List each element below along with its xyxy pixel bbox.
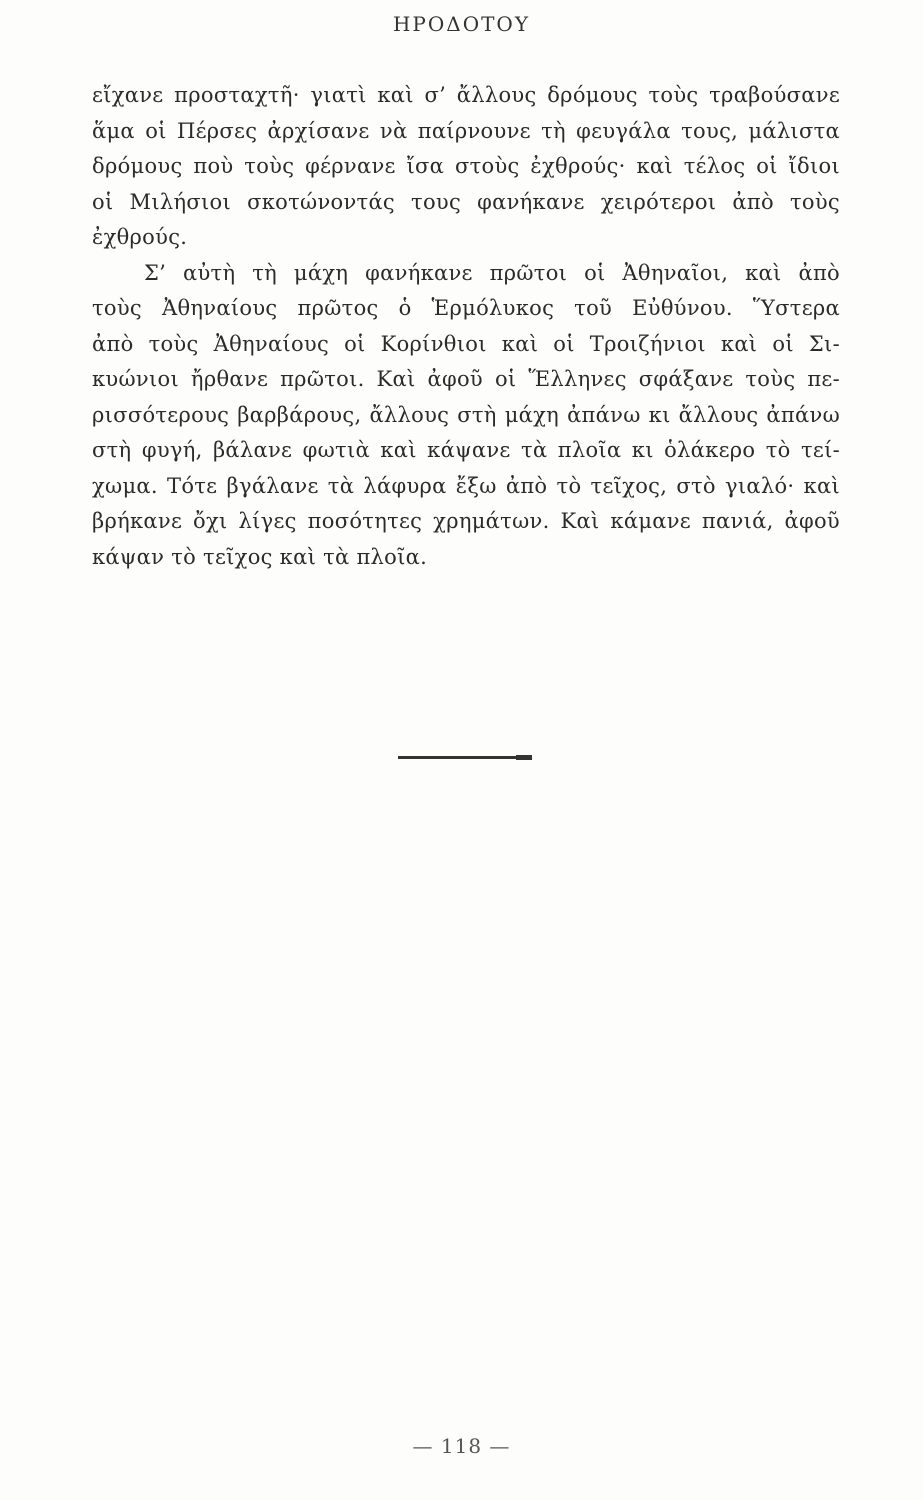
text-line: δρόμους ποὺ τοὺς φέρνανε ἴσα στοὺς ἐχθρούς· καὶ τέλος οἱ ἴδιοι — [92, 154, 840, 178]
running-title: ΗΡΟΔΟΤΟΥ — [392, 12, 531, 36]
text-line: τοὺς Ἀθηναίους πρῶτος ὁ Ἑρμόλυκος τοῦ Εὐθύνου. Ὕστερα — [92, 296, 840, 320]
text-line: εἴχανε προσταχτῆ· γιατὶ καὶ σ’ ἄλλους δρόμους τοὺς τραβούσανε — [92, 83, 840, 107]
text-line: χωμα. Τότε βγάλανε τὰ λάφυρα ἔξω ἀπὸ τὸ τεῖχος, στὸ γιαλό· καὶ — [92, 473, 840, 498]
text-line: κάψαν τὸ τεῖχος καὶ τὰ πλοῖα. — [92, 544, 428, 569]
text-line: οἱ Μιλήσιοι σκοτώνοντάς τους φανήκανε χειρότεροι ἀπὸ τοὺς — [92, 189, 840, 214]
text-line: Σ’ αὐτὴ τὴ μάχη φανήκανε πρῶτοι οἱ Ἀθηναῖοι, καὶ ἀπὸ — [144, 260, 840, 285]
text-line: ἐχθρούς. — [92, 225, 188, 249]
text-line: ἀπὸ τοὺς Ἀθηναίους οἱ Κορίνθιοι καὶ οἱ Τροιζήνιοι καὶ οἱ Σι- — [92, 331, 840, 356]
body-text — [92, 78, 840, 575]
text-line: ἅμα οἱ Πέρσες ἀρχίσανε νὰ παίρνουνε τὴ φευγάλα τους, μάλιστα — [92, 118, 840, 143]
text-line: βρήκανε ὄχι λίγες ποσότητες χρημάτων. Καὶ κάμανε πανιά, ἀφοῦ — [92, 509, 840, 533]
section-divider-rule — [398, 756, 528, 759]
page-number: — 118 — — [412, 1434, 511, 1458]
text-line: κυώνιοι ἤρθανε πρῶτοι. Καὶ ἀφοῦ οἱ Ἕλληνες σφάξανε τοὺς πε- — [92, 367, 840, 391]
text-line: ρισσότερους βαρβάρους, ἄλλους στὴ μάχη ἀπάνω κι ἄλλους ἀπάνω — [92, 402, 840, 427]
text-line: στὴ φυγή, βάλανε φωτιὰ καὶ κάψανε τὰ πλοῖα κι ὁλάκερο τὸ τεί- — [92, 438, 840, 462]
